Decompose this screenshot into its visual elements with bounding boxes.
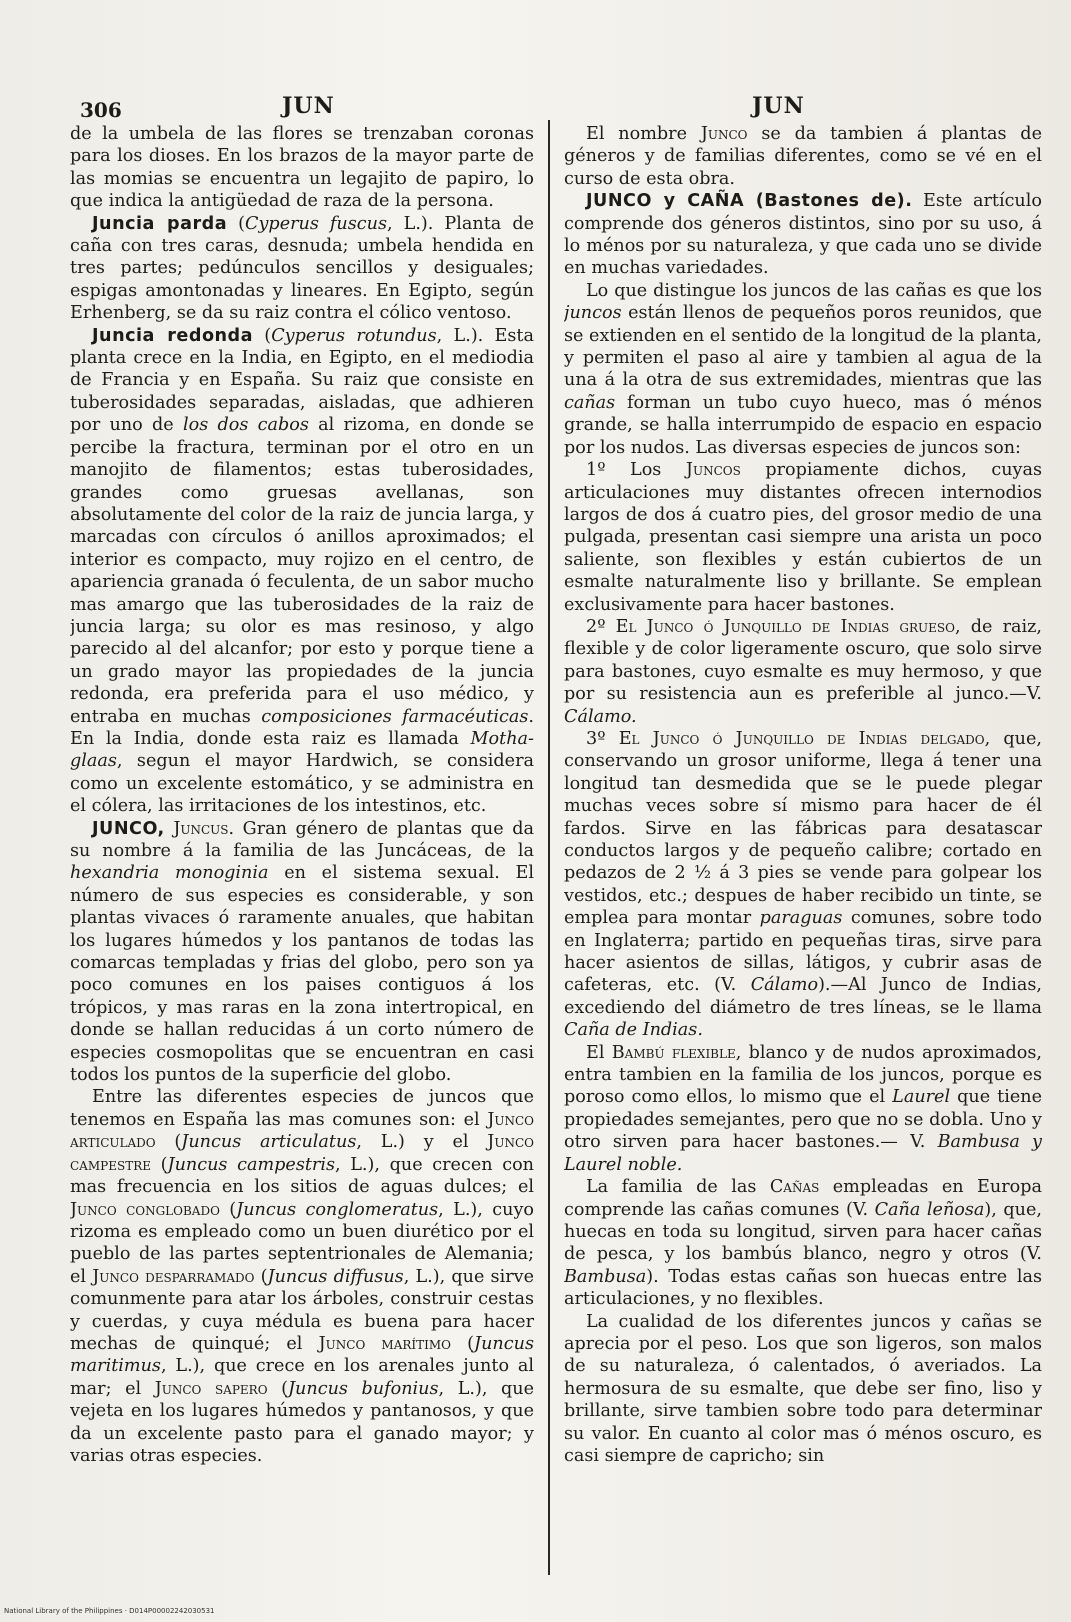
entry-text: Esta planta crece en la India, en Egipto, en el mediodia de Francia y en España. Su raiz que consiste en tuberosidades separadas, aisladas, que adhieren por uno de <box>70 325 534 436</box>
page-number: 306 <box>80 98 122 122</box>
paragraph <box>564 1311 1042 1468</box>
text: , L.), que crece en los arenales junto al mar; el <box>70 1356 534 1399</box>
entry-headword: JUNCO y CAÑA (Bastones de). <box>586 191 913 212</box>
paragraph <box>564 1176 1042 1310</box>
small-caps-text: Juncos <box>685 460 741 481</box>
text: ( <box>151 1154 168 1175</box>
entry-text: , segun el mayor Hardwich, se considera como un excelente estomático, y se administra en el cólera, las irritaciones de los intestinos, etc. <box>70 751 534 817</box>
text: ( <box>219 1199 237 1220</box>
entry-text: al rizoma, en donde se percibe la fractura, terminan por el otro en un manojito de filamentos; estas tuberosidades, grandes como gruesas avellanas, son absolutamente del color de la raiz de juncia larga, y marcadas con círculos ó anillos aproximados; el interior es compacto, muy rojizo en el centro, de apariencia granada ó feculenta, de un sabor mucho mas amargo que las tuberosidades de la raiz de juncia larga; su olor es mas resinoso, y algo parecido al del alcanfor; por esto y porque tiene a un grado mayor las propiedades de la juncia redonda, era preferida para el uso médico, y entraba en muchas <box>70 415 534 727</box>
text: forman un tubo cuyo hueco, mas ó ménos grande, se halla interrumpido de espacio en espacio por los nudos. Las diversas especies de juncos son: <box>564 392 1042 458</box>
entry-text: . En la India, donde esta raiz es llamada <box>70 706 534 749</box>
small-caps-text: El Junco ó Junquillo de Indias grueso, <box>615 616 961 637</box>
italic-text: Laurel <box>892 1087 951 1108</box>
latin-name: Juncus conglomeratus <box>236 1199 439 1220</box>
text: , L.), que crecen con mas frecuencia en los sitios de aguas dulces; el <box>70 1154 534 1198</box>
left-column <box>70 123 534 1573</box>
running-header-right: JUN <box>752 93 805 119</box>
entry-text: en el sistema sexual. El número de sus especies es considerable, y son plantas vivaces ó raramente anuales, que habitan los lugares húmedos y los pantanos de todas las comarcas templadas y frias del globo, pero son ya poco comunes en los paises contiguos á los trópicos, y mas raras en la zona intertropical, en donde se hallan reducidas á un corto número de especies cosmopolitas que se encuentran en casi todos los puntos de la superficie del globo. <box>70 863 534 1086</box>
list-item <box>564 616 1042 728</box>
small-caps-text: Junco marítimo <box>318 1333 452 1354</box>
entry-juncia-redonda: Juncia redonda (Cyperus rotundus, L.). Esta planta crece en la India, en Egipto, en el mediodia de Francia y en España. Su raiz que consiste en tuberosidades separadas, aisladas, que adhieren por uno de los dos cabos al rizoma, en donde se percibe la fractura, terminan por el otro en un manojito de filamentos; estas tuberosidades, grandes como gruesas avellanas, son absolutamente del color de la raiz de juncia larga, y marcadas con círculos ó anillos aproximados; el interior es compacto, muy rojizo en el centro, de apariencia granada ó feculenta, de un sabor mucho mas amargo que las tuberosidades de la raiz de juncia larga; su olor es mas resinoso, y algo parecido al del alcanfor; por esto y porque tiene a un grado mayor las propiedades de la juncia redonda, era preferida para el uso médico, y entraba en muchas composiciones farmacéuticas. En la India, donde esta raiz es llamada Motha-glaas, segun el mayor Hardwich, se considera como un excelente estomático, y se administra en el cólera, las irritaciones de los intestinos, etc. <box>70 325 534 817</box>
small-caps-text: Junco desparramado <box>92 1266 255 1287</box>
italic-text: Motha-glaas <box>70 728 534 772</box>
running-header-left: JUN <box>282 93 335 119</box>
text: Entre las diferentes especies de juncos que tenemos en España las mas comunes son: el <box>70 1087 534 1130</box>
paragraph <box>70 123 534 213</box>
text: que tiene propiedades semejantes, pero que no se dobla. Uno y otro sirven para hacer bastones.— V. <box>564 1087 1042 1153</box>
small-caps-text: Junco campestre <box>70 1132 534 1175</box>
latin-name: Juncus articulatus <box>181 1132 357 1153</box>
small-caps-text: Juncus. <box>173 818 235 839</box>
text: La familia de las <box>586 1177 770 1198</box>
text: , L.) y el <box>356 1132 488 1153</box>
text: La cualidad de los diferentes juncos y cañas se aprecia por el peso. Los que son ligeros, son malos de su naturaleza, ó calentados, ó averiados. La hermosura de su esmalte, que debe ser fino, liso y brillante, sirve tambien sobre todo para determinar su valor. En cuanto al color mas ó ménos oscuro, es casi siempre de capricho; sin <box>564 1311 1042 1466</box>
list-item <box>564 728 1042 1042</box>
list-item <box>564 459 1042 616</box>
text: que, conservando un grosor uniforme, llega á tener una longitud tan desmedida que se le puede plegar muchas veces sobre sí mismo para hacer de él fardos. Sirve en las fábricas para desatascar conductos largos y de pequeño calibre; cortado en pedazos de 2 ½ á 3 pies se vende para golpear los vestidos, etc.; despues de haber recibido un tinte, se emplea para montar <box>564 728 1042 929</box>
entry-headword: Juncia parda <box>92 213 228 234</box>
small-caps-text: Junco articulado <box>70 1109 534 1153</box>
italic-text: los dos cabos <box>182 415 309 436</box>
text: , L.), cuyo rizoma es empleado como un buen diurético por el pueblo de las partes septentrionales de Alemania; el <box>70 1199 534 1287</box>
latin-name: Juncus bufonius <box>288 1378 439 1399</box>
italic-text: Bambusa y Laurel noble. <box>564 1132 1042 1175</box>
italic-text: cañas <box>564 392 616 413</box>
text: , L.). <box>387 213 434 234</box>
latin-name: Cyperus fuscus <box>245 213 388 234</box>
paragraph-species <box>70 1086 534 1467</box>
column-divider <box>548 120 550 1575</box>
small-caps-text: Bambú flexible, <box>611 1042 742 1063</box>
small-caps-text: Junco conglobado <box>70 1199 220 1220</box>
text: están llenos de pequeños poros reunidos, que se extienden en el sentido de la longitud de la planta, y permiten el paso al aire y tambien al agua de la una á la otra de sus extremidades, mientras que las <box>564 303 1042 391</box>
text: ( <box>155 1132 182 1153</box>
entry-junco <box>70 818 534 1087</box>
text: , L.), que sirve comunmente para atar los árboles, construir cestas y cuerdas, y cuya médula es buena para hacer mechas de quinqué; el <box>70 1266 534 1354</box>
text: se da tambien á plantas de géneros y de familias diferentes, como se vé en el curso de esta obra. <box>564 124 1042 189</box>
text: 3º <box>586 728 619 749</box>
paragraph <box>564 280 1042 459</box>
text: empleadas en Europa comprende las cañas comunes (V. <box>564 1177 1042 1220</box>
text: comunes, sobre todo en Inglaterra; partido en pequeñas tiras, sirve para hacer asientos de sillas, látigos, y cubrir asas de cafeteras, etc. (V. <box>564 908 1042 996</box>
paragraph-intro <box>564 123 1042 190</box>
small-caps-text: Junco <box>700 124 748 144</box>
italic-text: Cálamo. <box>564 706 637 727</box>
right-column <box>564 123 1042 1573</box>
text: ( <box>267 1378 288 1399</box>
text: 1º Los <box>586 460 686 481</box>
text: blanco y de nudos aproximados, entra tambien en la familia de los juncos, porque es poroso como ellos, lo mismo que el <box>564 1042 1042 1108</box>
italic-text: juncos <box>564 303 622 324</box>
text: de raiz, flexible y de color ligeramente oscuro, que solo sirve para bastones, cuyo esmalte es muy hermoso, y que por su resistencia aun es preferible al junco.—V. <box>564 616 1042 705</box>
italic-text: Caña de Indias. <box>564 1020 703 1041</box>
small-caps-text: Junco sapero <box>154 1378 268 1399</box>
italic-text: paraguas <box>759 908 843 929</box>
entry-headword: JUNCO, <box>92 818 165 839</box>
text: propiamente dichos, cuyas articulaciones muy distantes ofrecen internodios largos de dos á cuatro pies, del grosor medio de una pulgada, presentan casi siempre una arista un poco saliente, son flexibles y están cubiertos de un esmalte naturalmente liso y brillante. Se emplean exclusivamente para hacer bastones. <box>564 460 1042 615</box>
text: ( <box>451 1333 475 1354</box>
italic-text: composiciones farmacéuticas <box>261 706 529 727</box>
entry-text: Gran género de plantas que da su nombre á la familia de las Juncáceas, de la <box>70 818 534 861</box>
text: Lo que distingue los juncos de las cañas es que los <box>586 280 1042 301</box>
text: El nombre <box>586 124 701 144</box>
italic-text: Bambusa <box>564 1266 647 1287</box>
small-caps-text: Cañas <box>769 1177 820 1198</box>
entry-junco-y-cana <box>564 190 1042 280</box>
italic-text: Cálamo <box>750 975 819 996</box>
latin-name: Juncus campestris <box>167 1154 335 1175</box>
paragraph-text: de la umbela de las flores se trenzaban coronas para los dioses. En los brazos de la mayor parte de las momias se encuentra un legajito de papiro, lo que indica la antigüedad de raza de la persona. <box>70 124 534 212</box>
text: El <box>586 1042 612 1063</box>
paragraph <box>564 1042 1042 1176</box>
small-caps-text: El Junco ó Junquillo de Indias delgado, <box>618 728 991 749</box>
latin-name: Juncus diffusus <box>267 1266 404 1287</box>
entry-text: Planta de caña con tres caras, desnuda; umbela hendida en tres partes; pedúnculos sencillos y desiguales; espigas amontonadas y lineares. En Egipto, según Erhenberg, se da su raiz contra el cólico ventoso. <box>70 213 534 324</box>
text: ). Todas estas cañas son huecas entre las articulaciones, y no flexibles. <box>564 1266 1042 1310</box>
text: , L.). <box>436 325 484 346</box>
scan-credit: National Library of the Philippines · D014P00002242030531 <box>4 1607 215 1615</box>
text: , L.), que vejeta en los lugares húmedos y pantanosos, y que da un excelente pasto para el ganado mayor; y varias otras especies. <box>70 1378 534 1466</box>
entry-juncia-parda: Juncia parda (Cyperus fuscus, L.). Planta de caña con tres caras, desnuda; umbela hendida en tres partes; pedúnculos sencillos y desiguales; espigas amontonadas y lineares. En Egipto, según Erhenberg, se da su raiz contra el cólico ventoso. <box>70 213 534 324</box>
italic-text: hexandria monoginia <box>70 863 269 884</box>
text: ), que, huecas en toda su longitud, sirven para hacer cañas de pesca, y los bambús blanco, negro y otros (V. <box>564 1199 1042 1265</box>
text: ( <box>254 1266 268 1287</box>
italic-text: Caña leñosa <box>874 1199 985 1220</box>
entry-headword: Juncia redonda <box>92 325 254 346</box>
entry-text: Este artículo comprende dos géneros distintos, sino por su uso, á lo ménos por su naturaleza, y que cada uno se divide en muchas variedades. <box>564 191 1042 279</box>
latin-name: Cyperus rotundus <box>271 325 437 346</box>
latin-name: Juncus maritimus <box>70 1333 534 1377</box>
text: ).—Al Junco de Indias, excediendo del diámetro de tres líneas, se le llama <box>564 975 1042 1018</box>
text: 2º <box>586 616 616 637</box>
